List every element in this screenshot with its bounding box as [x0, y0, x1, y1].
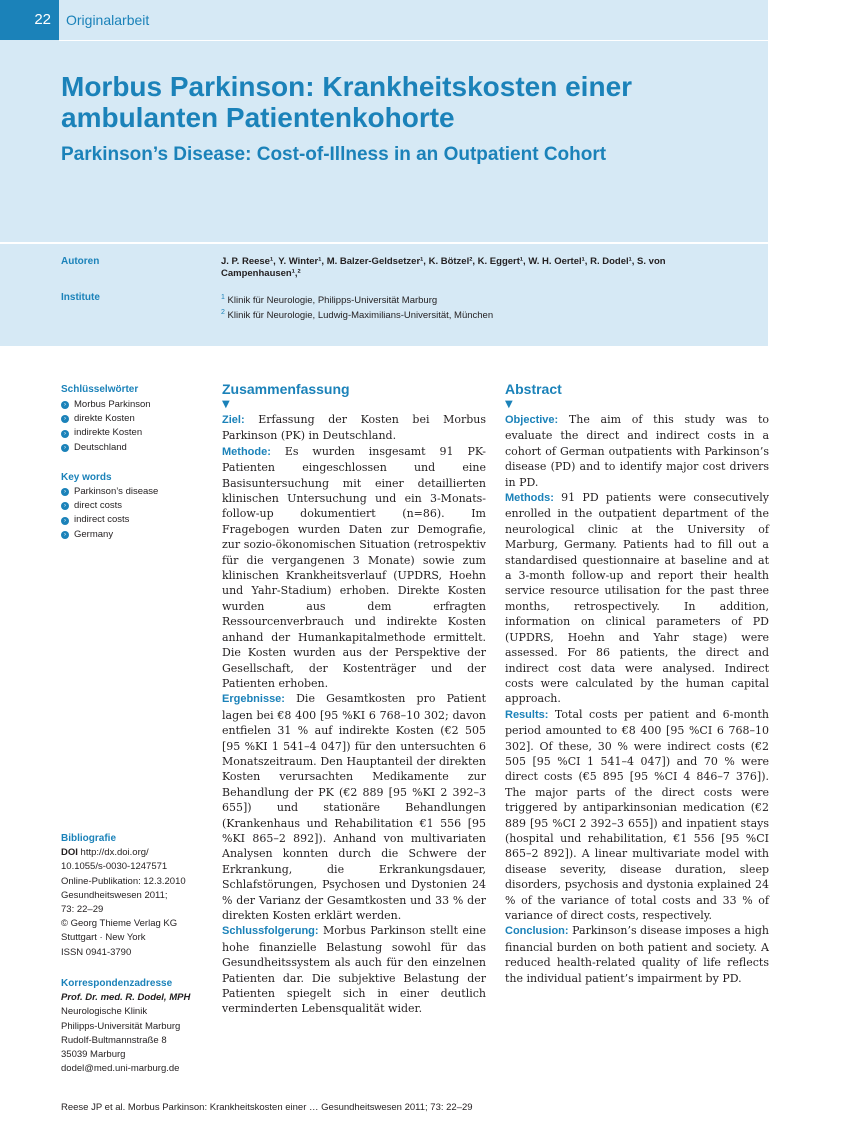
- bullet-icon: ›: [61, 502, 69, 510]
- doi-line: DOI http://dx.doi.org/: [61, 847, 149, 859]
- doi-id: 10.1055/s-0030-1247571: [61, 861, 168, 873]
- address-line: 35039 Marburg: [61, 1049, 126, 1061]
- section-label: Originalarbeit: [66, 12, 150, 28]
- bullet-icon: ›: [61, 415, 69, 423]
- triangle-down-icon: ▼: [222, 399, 230, 410]
- keyword-item: › Deutschland: [61, 441, 151, 455]
- abstract-column: [505, 380, 769, 986]
- bibliography-heading: Bibliografie: [61, 833, 117, 844]
- article-subtitle: Parkinson’s Disease: Cost-of-Illness in an Outpatient Cohort: [61, 144, 607, 165]
- journal: Gesundheitswesen 2011;: [61, 889, 168, 901]
- abstract-paragraph: Objective: The aim of this study was to evaluate the direct and indirect costs in a cohort of German outpatients with Parkinson’s disease (PD) and to identify major cost drivers in PD.: [505, 413, 769, 489]
- bullet-icon: ›: [61, 430, 69, 438]
- abstract-paragraph: Methode: Es wurden insgesamt 91 PK-Patienten eingeschlossen und eine Basisuntersuchung mit einer detaillierten klinischen Untersuchung und ein 3-Monats-follow-up dokumentiert (n=86). Im Fragebogen wurden Daten zur Demografie, zur sozio-ökonomischen Situation (retrospektiv für die vergangenen 3 Monate) sowie zum klinischen Krankheitsverlauf (UPDRS, Hoehn und Yahr-Stadium) erhoben. Direkte Kosten wurden aus dem erfragten Ressourcenverbrauch und indirekte Kosten anhand der Humankapitalmethode ermittelt. Die Kosten wurden aus der Perspektive der Gesellschaft, der Kostenträger und der Patienten erhoben.: [222, 444, 486, 690]
- bullet-icon: ›: [61, 531, 69, 539]
- header-separator: [0, 242, 768, 244]
- online-date: Online-Publikation: 12.3.2010: [61, 875, 186, 887]
- authors-label: Autoren: [61, 256, 100, 267]
- keyword-item: › Morbus Parkinson: [61, 398, 151, 412]
- abstract-paragraph: Schlussfolgerung: Morbus Parkinson stellt eine hohe finanzielle Belastung sowohl für das Gesundheitssystem als auch für den einzelnen Patienten dar. Die subjektive Belastung der Patienten spiegelt sich in einer deutlich verminderten Lebensqualität wider.: [222, 924, 487, 1016]
- publisher-place: Stuttgart · New York: [61, 932, 146, 944]
- keyword-item: › Parkinson’s disease: [61, 485, 158, 499]
- institute-item: $^2$ Klinik für Neurologie, Ludwig-Maximilians-Universität, München: [221, 309, 494, 322]
- email-link[interactable]: dodel@med.uni-marburg.de: [61, 1063, 180, 1075]
- zusammenfassung-column: [222, 380, 486, 1017]
- abstract-heading: Abstract: [505, 381, 562, 397]
- keyword-item: › indirekte Kosten: [61, 426, 151, 440]
- page-footer: Reese JP et al. Morbus Parkinson: Krankheitskosten einer … Gesundheitswesen 2011; 73: 22–29: [61, 1102, 473, 1113]
- bullet-icon: ›: [61, 401, 69, 409]
- bibliography: [61, 832, 186, 960]
- institutes-list: [221, 292, 493, 322]
- abstract-paragraph: Ergebnisse: Die Gesamtkosten pro Patient lagen bei €8 400 [95 %KI 6 768–10 302; davon entfielen 31 % auf indirekte Kosten (€2 505 [95 %KI 1 541–4 047]) für den untersuchten 6 Monatszeitraum. Den Hauptanteil der direkten Kosten verursachten Medikamente zur Behandlung der PK (€2 889 [95 %KI 2 392–3 655]) und stationäre Behandlungen (Krankenhaus und Rehabilitation €1 556 [95 %KI 865–2 892]). Anhand von multivariaten Analysen konnten durch die Schwere der Erkrankung, die Erkrankungsdauer, Schlafstörungen, Psychosen und Dystonien 24 % der Varianz der Gesamtkosten und 33 % der direkten Kosten erklärt werden.: [222, 692, 486, 922]
- address-line: Rudolf-Bultmannstraße 8: [61, 1034, 167, 1046]
- keywords-en-heading: Key words: [61, 472, 112, 483]
- authors-list: J. P. Reese¹, Y. Winter¹, M. Balzer-Geldsetzer¹, K. Bötzel², K. Eggert¹, W. H. Oertel¹, R. Dodel¹, S. von Campenhausen¹,²: [221, 256, 666, 279]
- correspondence-heading: Korrespondenzadresse: [61, 978, 173, 989]
- abstract-paragraph: Ziel: Erfassung der Kosten bei Morbus Parkinson (PK) in Deutschland.: [222, 413, 486, 443]
- bullet-icon: ›: [61, 517, 69, 525]
- correspondence: [61, 977, 190, 1076]
- address-line: Neurologische Klinik: [61, 1006, 148, 1018]
- pages: 73: 22–29: [61, 904, 104, 916]
- keyword-item: › direkte Kosten: [61, 412, 151, 426]
- zusammenfassung-heading: Zusammenfassung: [222, 381, 350, 397]
- bullet-icon: ›: [61, 488, 69, 496]
- address-line: Philipps-Universität Marburg: [61, 1020, 181, 1032]
- doi-link[interactable]: http://dx.doi.org/: [80, 847, 149, 859]
- abstract-paragraph: Results: Total costs per patient and 6-month period amounted to €8 400 [95 %CI 6 768–10 302]. Of these, 30 % were indirect costs (€2 505 [95 %CI 1 541–4 047]) and 70 % were direct costs (€5 895 [95 %CI 4 846–7 376]). The major parts of the direct costs were triggered by antiparkinsonian medication (€2 889 [95 %CI 2 392–3 655]) and inpatient stays (hospital und rehabilitation, €1 556 [95 %CI 865–2 892]). A linear multivariate model with disease severity, disease duration, sleep disorders, psychosis and dystonia explained 24 % of the variance of total costs and 33 % of variance of direct costs, respectively.: [505, 707, 769, 922]
- correspondence-name: Prof. Dr. med. R. Dodel, MPH: [61, 992, 191, 1004]
- institutes-label: Institute: [61, 292, 100, 303]
- bullet-icon: ›: [61, 444, 69, 452]
- keywords-de-list: [61, 398, 151, 455]
- institute-item: $^1$ Klinik für Neurologie, Philipps-Universität Marburg: [221, 294, 438, 307]
- page-number: 22: [0, 0, 59, 40]
- keyword-item: › indirect costs: [61, 513, 158, 527]
- keywords-en-list: [61, 485, 158, 542]
- issn: ISSN 0941-3790: [61, 946, 132, 958]
- keywords-de-heading: Schlüsselwörter: [61, 384, 139, 395]
- keyword-item: › Germany: [61, 528, 158, 542]
- copyright: © Georg Thieme Verlag KG: [61, 918, 178, 930]
- triangle-down-icon: ▼: [505, 399, 513, 410]
- header-rule: [59, 40, 768, 41]
- abstract-paragraph: Methods: 91 PD patients were consecutively enrolled in the outpatient department of the neurological clinic at the University of Marburg, Germany. Patients had to fill out a standardised questionnaire at baseline and at a 3-month follow-up and report their health service resource utilisation for the past three months, retrospectively. In addition, information on clinical parameters of PD (UPDRS, Hoehn and Yahr stage) were assessed. For 86 patients, the direct and indirect cost data were analysed. Indirect costs were calculated by the human capital approach.: [505, 491, 769, 706]
- abstract-paragraph: Conclusion: Parkinson’s disease imposes a high financial burden on both patient and society. A reduced health-related quality of life reflects the individual patient’s impairment by PD.: [505, 924, 769, 985]
- article-title: Morbus Parkinson: Krankheitskosten einer ambulanten Patientenkohorte: [61, 71, 633, 133]
- keyword-item: › direct costs: [61, 499, 158, 513]
